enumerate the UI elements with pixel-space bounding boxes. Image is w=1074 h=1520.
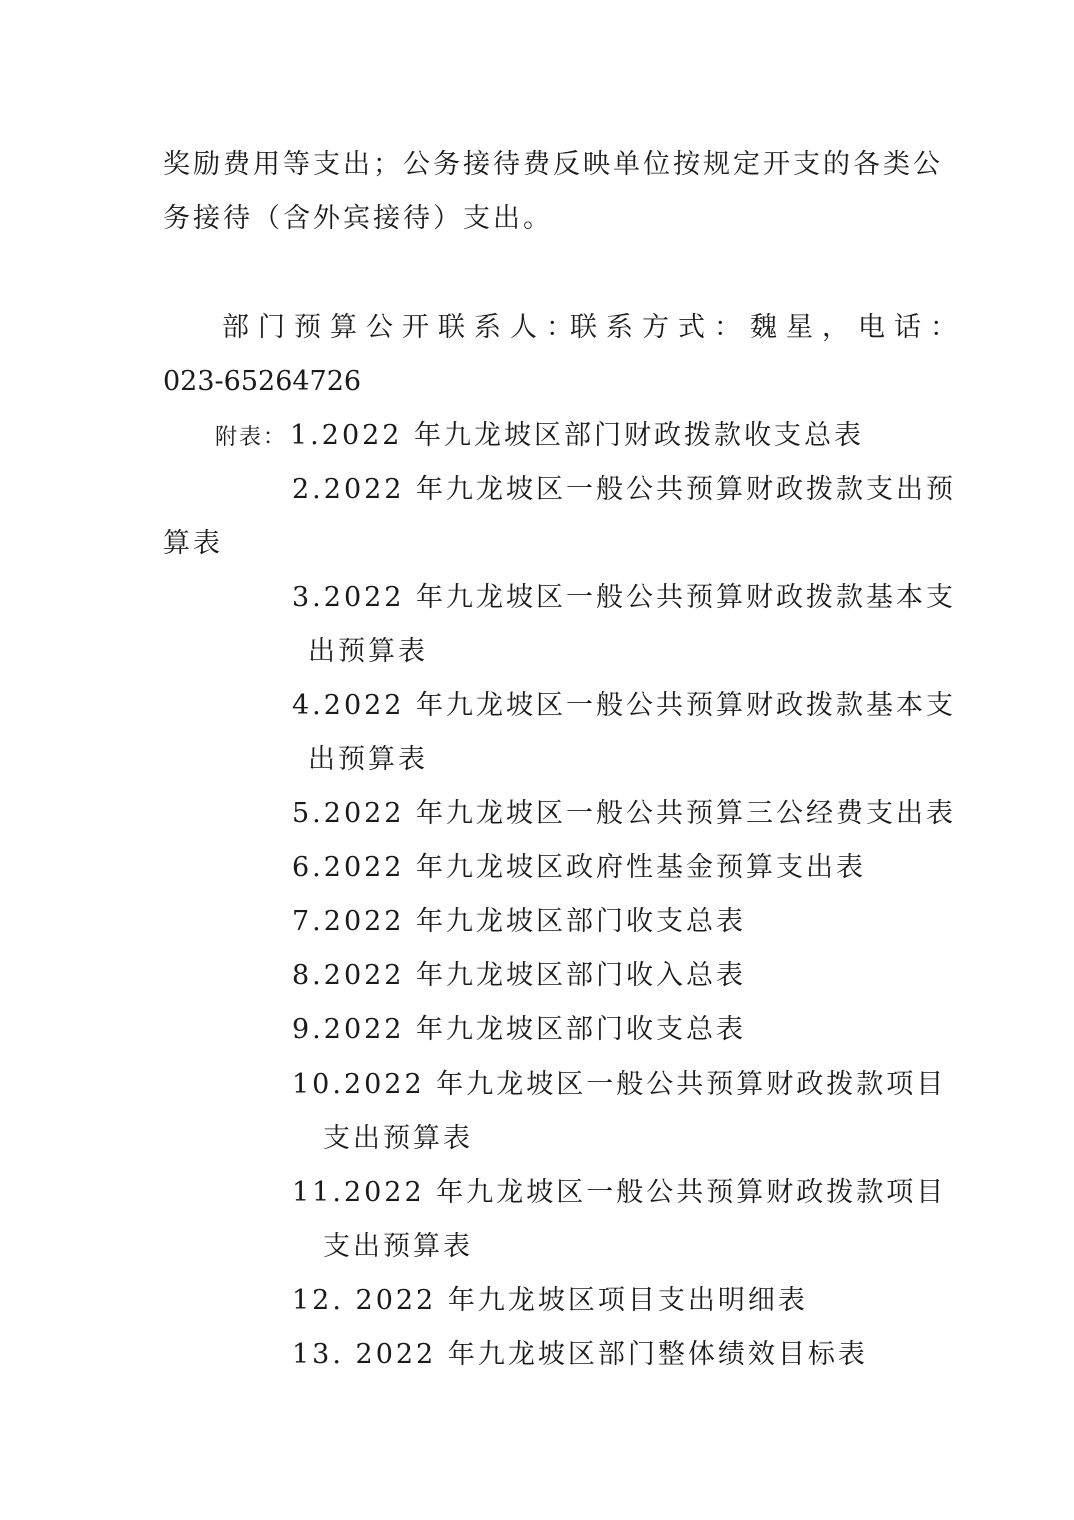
appendix-item-4: 4.2022 年九龙坡区一般公共预算财政拨款基本支 <box>292 690 957 721</box>
contact-phone: 023-65264726 <box>163 366 362 397</box>
appendix-item-8: 8.2022 年九龙坡区部门收入总表 <box>292 960 747 991</box>
appendix-item-4-cont: 出预算表 <box>308 744 428 775</box>
appendix-label: 附表： <box>215 425 288 450</box>
appendix-item-3: 3.2022 年九龙坡区一般公共预算财政拨款基本支 <box>292 582 957 613</box>
appendix-item-13: 13. 2022 年九龙坡区部门整体绩效目标表 <box>292 1339 868 1370</box>
appendix-item-10-cont: 支出预算表 <box>323 1123 473 1154</box>
paragraph-line-1: 奖励费用等支出；公务接待费反映单位按规定开支的各类公 <box>163 149 943 180</box>
appendix-item-9: 9.2022 年九龙坡区部门收支总表 <box>292 1014 747 1045</box>
appendix-item-11: 11.2022 年九龙坡区一般公共预算财政拨款项目 <box>292 1177 947 1208</box>
appendix-item-11-cont: 支出预算表 <box>323 1231 473 1262</box>
paragraph-line-2: 务接待（含外宾接待）支出。 <box>163 203 553 234</box>
appendix-item-12: 12. 2022 年九龙坡区项目支出明细表 <box>292 1285 808 1316</box>
contact-method: 联系方式：魏星，电话： <box>570 312 966 343</box>
appendix-item-3-cont: 出预算表 <box>308 636 428 667</box>
contact-label: 部门预算公开联系人： <box>222 312 582 343</box>
appendix-item-6: 6.2022 年九龙坡区政府性基金预算支出表 <box>292 852 867 883</box>
appendix-item-7: 7.2022 年九龙坡区部门收支总表 <box>292 906 747 937</box>
appendix-item-2: 2.2022 年九龙坡区一般公共预算财政拨款支出预 <box>292 474 957 505</box>
appendix-item-2-cont: 算表 <box>163 528 223 559</box>
appendix-item-5: 5.2022 年九龙坡区一般公共预算三公经费支出表 <box>292 798 957 829</box>
appendix-item-1: 1.2022 年九龙坡区部门财政拨款收支总表 <box>290 420 865 451</box>
appendix-item-10: 10.2022 年九龙坡区一般公共预算财政拨款项目 <box>292 1069 947 1100</box>
